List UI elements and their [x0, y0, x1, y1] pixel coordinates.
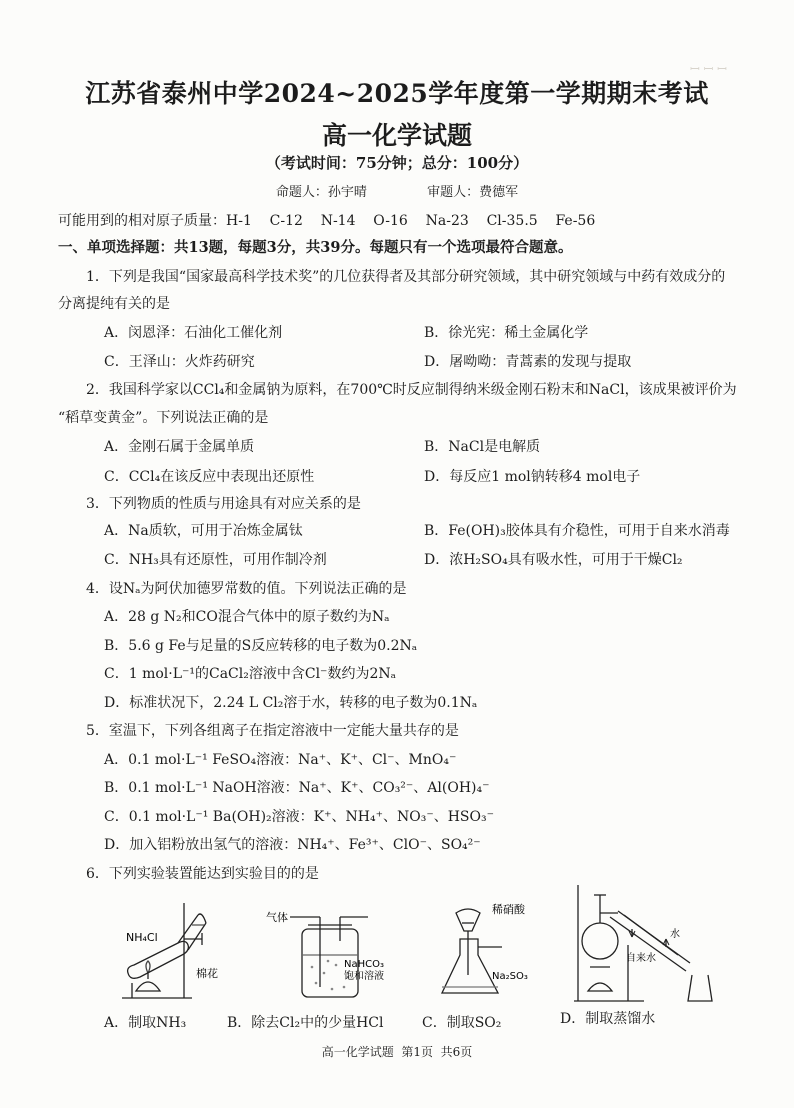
question-5-option-b: B．0.1 mol·L⁻¹ NaOH溶液：Na⁺、K⁺、CO₃²⁻、Al(OH)₄⁻ [104, 780, 490, 796]
author-line [0, 181, 794, 200]
section-title: 一、单项选择题：共13题，每题3分，共39分。每题只有一个选项最符合题意。 [58, 239, 573, 256]
exam-info: （考试时间：75分钟；总分：100分） [265, 154, 529, 172]
bleed-through-text: ꟷ ꟷ ꟷ [690, 62, 727, 76]
reviewer: 审题人：费德军 [427, 185, 519, 200]
question-4-option-c: C．1 mol·L⁻¹的CaCl₂溶液中含Cl⁻数约为2Nₐ [104, 666, 396, 682]
question-2-stem-cont: “稻草变黄金”。下列说法正确的是 [58, 410, 269, 426]
question-6-option-a: A．制取NH₃ [104, 1015, 187, 1031]
apparatus-d-diagram [566, 875, 716, 1005]
question-2-stem: 2．我国科学家以CCl₄和金属钠为原料，在700℃时反应制得纳米级金刚石粉末和NaCl，该成果被评价为 [86, 382, 737, 398]
question-1-option-a: A．闵恩泽：石油化工催化剂 [104, 325, 283, 341]
question-6-option-d: D．制取蒸馏水 [560, 1011, 656, 1027]
apparatus-b-diagram [262, 895, 402, 1005]
question-2-option-a: A．金刚石属于金属单质 [104, 439, 255, 455]
apparatus-b-gas-label: 气体 [266, 911, 288, 924]
question-5-option-d: D．加入铝粉放出氢气的溶液：NH₄⁺、Fe³⁺、ClO⁻、SO₄²⁻ [104, 837, 481, 853]
question-6-option-b: B．除去Cl₂中的少量HCl [227, 1015, 384, 1031]
question-6-stem: 6．下列实验装置能达到实验目的的是 [86, 866, 319, 882]
question-1-option-b: B．徐光宪：稀土金属化学 [424, 325, 589, 341]
atomic-masses: 可能用到的相对原子质量：H-1 C-12 N-14 O-16 Na-23 Cl-35.5 Fe-56 [58, 213, 596, 229]
question-4-option-b: B．5.6 g Fe与足量的S反应转移的电子数为0.2Nₐ [104, 638, 418, 654]
question-3-option-d: D．浓H₂SO₄具有吸水性，可用于干燥Cl₂ [424, 552, 683, 568]
proposer: 命题人：孙宇晴 [275, 185, 367, 200]
apparatus-b-solution-label-1: NaHCO₃ [344, 959, 384, 970]
paper-title: 高一化学试题 [321, 121, 472, 150]
page-footer: 高一化学试题 第1页 共6页 [321, 1045, 473, 1059]
question-1-stem: 1．下列是我国“国家最高科学技术奖”的几位获得者及其部分研究领域，其中研究领域与中药有效成分的 [86, 269, 726, 285]
question-2-option-d: D．每反应1 mol钠转移4 mol电子 [424, 469, 641, 485]
question-4-option-a: A．28 g N₂和CO混合气体中的原子数约为Nₐ [104, 609, 390, 625]
apparatus-a-reagent-label: NH₄Cl [126, 931, 158, 944]
question-3-option-c: C．NH₃具有还原性，可用作制冷剂 [104, 552, 327, 568]
question-6-option-c: C．制取SO₂ [422, 1015, 502, 1031]
exam-title: 江苏省泰州中学2024~2025学年度第一学期期末考试 [85, 79, 709, 108]
question-1-stem-cont: 分离提纯有关的是 [58, 296, 170, 312]
question-1-option-c: C．王泽山：火炸药研究 [104, 354, 255, 370]
question-5-option-a: A．0.1 mol·L⁻¹ FeSO₄溶液：Na⁺、K⁺、Cl⁻、MnO₄⁻ [104, 752, 457, 768]
question-3-stem: 3．下列物质的性质与用途具有对应关系的是 [86, 496, 361, 512]
question-4-option-d: D．标准状况下，2.24 L Cl₂溶于水，转移的电子数为0.1Nₐ [104, 695, 478, 711]
question-5-option-c: C．0.1 mol·L⁻¹ Ba(OH)₂溶液：K⁺、NH₄⁺、NO₃⁻、HSO₃⁻ [104, 809, 494, 825]
apparatus-c-diagram [436, 895, 566, 1005]
question-1-option-d: D．屠呦呦：青蒿素的发现与提取 [424, 354, 632, 370]
apparatus-c-solid-label: Na₂SO₃ [492, 971, 528, 982]
question-2-option-b: B．NaCl是电解质 [424, 439, 541, 455]
question-4-stem: 4．设Nₐ为阿伏加德罗常数的值。下列说法正确的是 [86, 581, 407, 597]
question-5-stem: 5．室温下，下列各组离子在指定溶液中一定能大量共存的是 [86, 723, 459, 739]
question-2-option-c: C．CCl₄在该反应中表现出还原性 [104, 469, 315, 485]
apparatus-c-acid-label: 稀硝酸 [492, 903, 525, 916]
apparatus-b-solution-label-2: 饱和溶液 [344, 971, 384, 982]
apparatus-d-tap-water-label: 自来水 [626, 953, 656, 964]
apparatus-a-cotton-label: 棉花 [196, 967, 218, 980]
question-3-option-a: A．Na质软，可用于冶炼金属钛 [104, 523, 303, 539]
apparatus-d-water-label: 水 [670, 929, 680, 940]
apparatus-a-diagram [112, 895, 232, 1005]
question-3-option-b: B．Fe(OH)₃胶体具有介稳性，可用于自来水消毒 [424, 523, 730, 539]
